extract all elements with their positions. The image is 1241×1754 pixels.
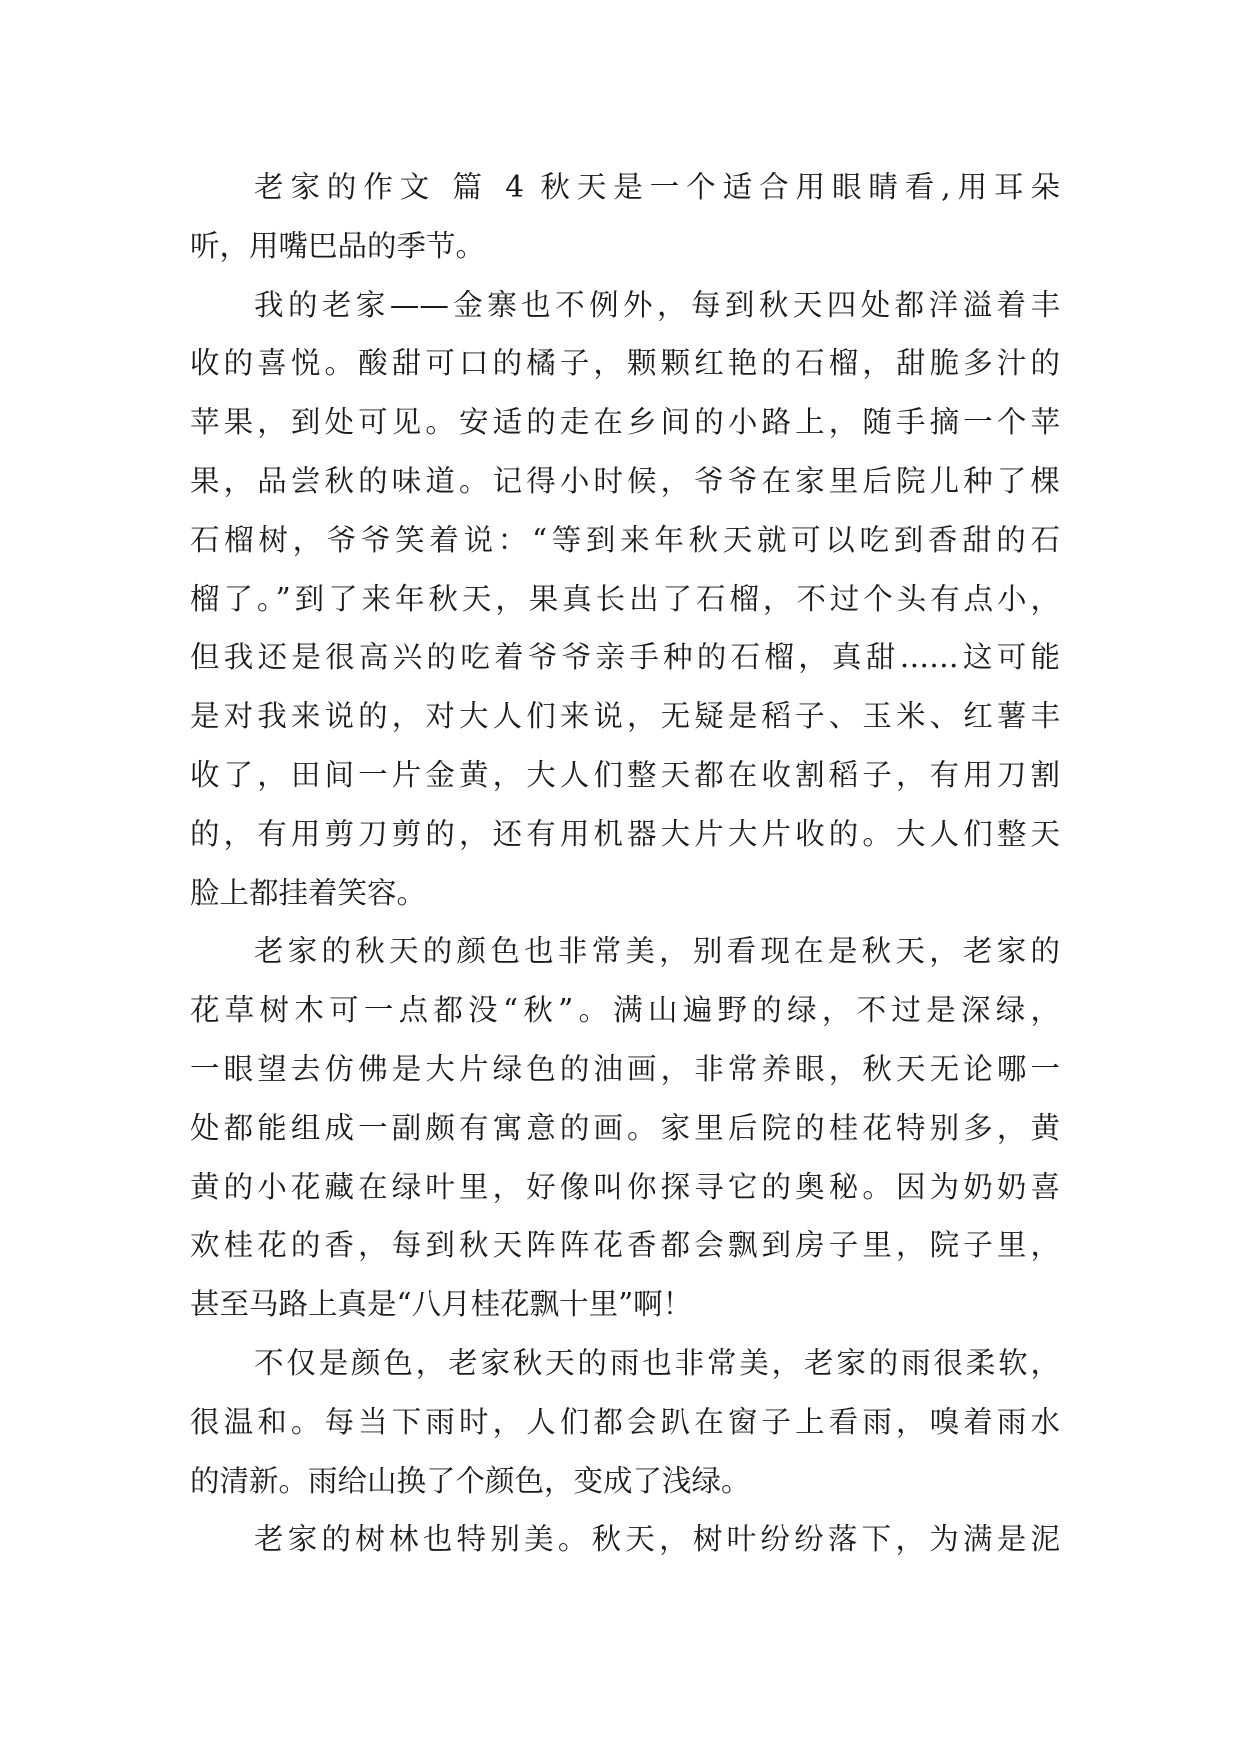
text-line: 听，用嘴巴品的季节。 xyxy=(190,228,486,263)
text-line: 花草树木可一点都没“秋”。满山遍野的绿，不过是深绿， xyxy=(190,993,1060,1028)
text-line: 老家的作文 篇 4 秋天是一个适合用眼睛看,用耳朵 xyxy=(254,170,1060,204)
text-line: 处都能组成一副颇有寓意的画。家里后院的桂花特别多，黄 xyxy=(190,1110,1060,1145)
text-line: 老家的秋天的颜色也非常美，别看现在是秋天，老家的 xyxy=(254,934,1060,969)
text-line: 黄的小花藏在绿叶里，好像叫你探寻它的奥秘。因为奶奶喜 xyxy=(190,1169,1060,1204)
text-line: 一眼望去仿佛是大片绿色的油画，非常养眼，秋天无论哪一 xyxy=(190,1051,1060,1086)
essay-body xyxy=(190,158,1060,1569)
text-line: 收的喜悦。酸甜可口的橘子，颗颗红艳的石榴，甜脆多汁的 xyxy=(190,346,1060,381)
text-line: 榴了。”到了来年秋天，果真长出了石榴，不过个头有点小， xyxy=(190,581,1060,616)
text-line: 的清新。雨给山换了个颜色，变成了浅绿。 xyxy=(190,1463,751,1498)
text-line: 是对我来说的，对大人们来说，无疑是稻子、玉米、红薯丰 xyxy=(190,699,1060,734)
text-line: 的，有用剪刀剪的，还有用机器大片大片收的。大人们整天 xyxy=(190,816,1060,851)
text-line: 苹果，到处可见。安适的走在乡间的小路上，随手摘一个苹 xyxy=(190,405,1060,440)
text-line: 但我还是很高兴的吃着爷爷亲手种的石榴，真甜……这可能 xyxy=(190,640,1060,675)
text-line: 脸上都挂着笑容。 xyxy=(190,875,427,910)
text-line: 我的老家——金寨也不例外，每到秋天四处都洋溢着丰 xyxy=(254,287,1060,322)
text-line: 不仅是颜色，老家秋天的雨也非常美，老家的雨很柔软， xyxy=(254,1345,1060,1380)
text-line: 石榴树，爷爷笑着说：“等到来年秋天就可以吃到香甜的石 xyxy=(190,522,1060,557)
text-line: 收了，田间一片金黄，大人们整天都在收割稻子，有用刀割 xyxy=(190,757,1060,792)
text-line: 很温和。每当下雨时，人们都会趴在窗子上看雨，嗅着雨水 xyxy=(190,1404,1060,1439)
text-line: 老家的树林也特别美。秋天，树叶纷纷落下，为满是泥 xyxy=(254,1522,1060,1557)
text-line: 欢桂花的香，每到秋天阵阵花香都会飘到房子里，院子里， xyxy=(190,1228,1060,1263)
text-line: 果，品尝秋的味道。记得小时候，爷爷在家里后院儿种了棵 xyxy=(190,463,1060,498)
text-line: 甚至马路上真是“八月桂花飘十里”啊！ xyxy=(190,1287,693,1322)
